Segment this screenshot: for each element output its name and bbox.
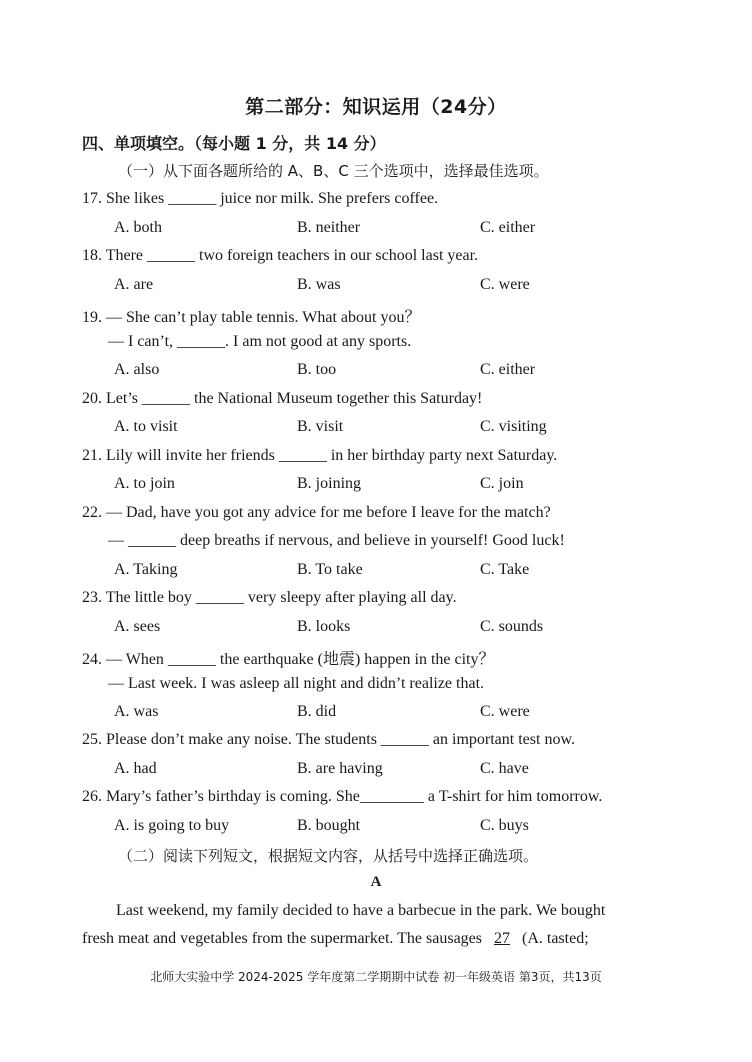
question-options [114,219,674,241]
question-stem-continued: — ______ deep breaths if nervous, and believe in yourself! Good luck! [108,532,565,549]
question-stem-continued: — I can’t, ______. I am not good at any sports. [108,333,412,350]
question-options [114,418,674,440]
option-c: C. buys [480,817,529,834]
passage-line [82,930,672,948]
passage-text: (A. tasted; [522,930,589,947]
option-c: C. have [480,760,529,777]
option-a: A. also [114,361,160,378]
option-a: A. sees [114,618,161,635]
question-stem: 25. Please don’t make any noise. The students ______ an important test now. [82,731,575,748]
option-b: B. visit [297,418,344,435]
section-heading: 四、单项填空。（每小题 1 分，共 14 分） [82,134,386,153]
option-c: C. sounds [480,618,544,635]
question-options [114,561,674,583]
page-footer: 北师大实验中学 2024-2025 学年度第二学期期中试卷 初一年级英语 第3页，共13页 [150,970,602,984]
question-stem: 22. — Dad, have you got any advice for me before I leave for the match? [82,504,551,521]
question-options [114,760,674,782]
option-a: A. was [114,703,159,720]
option-a: A. had [114,760,157,777]
option-a: A. to join [114,475,175,492]
option-b: B. bought [297,817,361,834]
option-b: B. was [297,276,341,293]
question-stem: 21. Lily will invite her friends ______ in her birthday party next Saturday. [82,447,558,464]
question-stem: 23. The little boy ______ very sleepy after playing all day. [82,589,457,606]
option-c: C. either [480,219,536,236]
question-options [114,361,674,383]
option-b: B. are having [297,760,383,777]
option-a: A. both [114,219,162,236]
question-options [114,475,674,497]
option-c: C. visiting [480,418,547,435]
option-b: B. too [297,361,337,378]
option-b: B. To take [297,561,363,578]
option-b: B. joining [297,475,362,492]
question-options [114,817,674,839]
option-c: C. were [480,276,530,293]
page-title: 第二部分：知识运用（24分） [245,96,507,118]
question-stem-continued: — Last week. I was asleep all night and didn’t realize that. [108,675,485,692]
part2-instruction: （二）阅读下列短文，根据短文内容，从括号中选择正确选项。 [118,847,539,865]
question-stem: 24. — When ______ the earthquake (地震) happen in the city？ [82,651,495,668]
option-c: C. Take [480,561,530,578]
question-stem: 19. — She can’t play table tennis. What about you？ [82,309,421,326]
option-b: B. did [297,703,337,720]
question-options [114,703,674,725]
passage-title: A [370,874,382,890]
question-options [114,618,674,640]
option-a: A. are [114,276,154,293]
blank-number: 27 [494,930,510,947]
option-b: B. looks [297,618,351,635]
option-c: C. were [480,703,530,720]
question-stem: 26. Mary’s father’s birthday is coming. She________ a T-shirt for him tomorrow. [82,788,603,805]
part1-instruction: （一）从下面各题所给的 A、B、C 三个选项中，选择最佳选项。 [118,162,549,180]
question-stem: 17. She likes ______ juice nor milk. She prefers coffee. [82,190,439,207]
option-a: A. to visit [114,418,178,435]
option-c: C. either [480,361,536,378]
option-a: A. Taking [114,561,178,578]
question-stem: 20. Let’s ______ the National Museum together this Saturday! [82,390,483,407]
question-options [114,276,674,298]
passage-line: Last weekend, my family decided to have a barbecue in the park. We bought [116,902,606,919]
option-b: B. neither [297,219,361,236]
option-a: A. is going to buy [114,817,230,834]
option-c: C. join [480,475,524,492]
question-stem: 18. There ______ two foreign teachers in our school last year. [82,247,479,264]
passage-text: fresh meat and vegetables from the supermarket. The sausages [82,930,482,947]
